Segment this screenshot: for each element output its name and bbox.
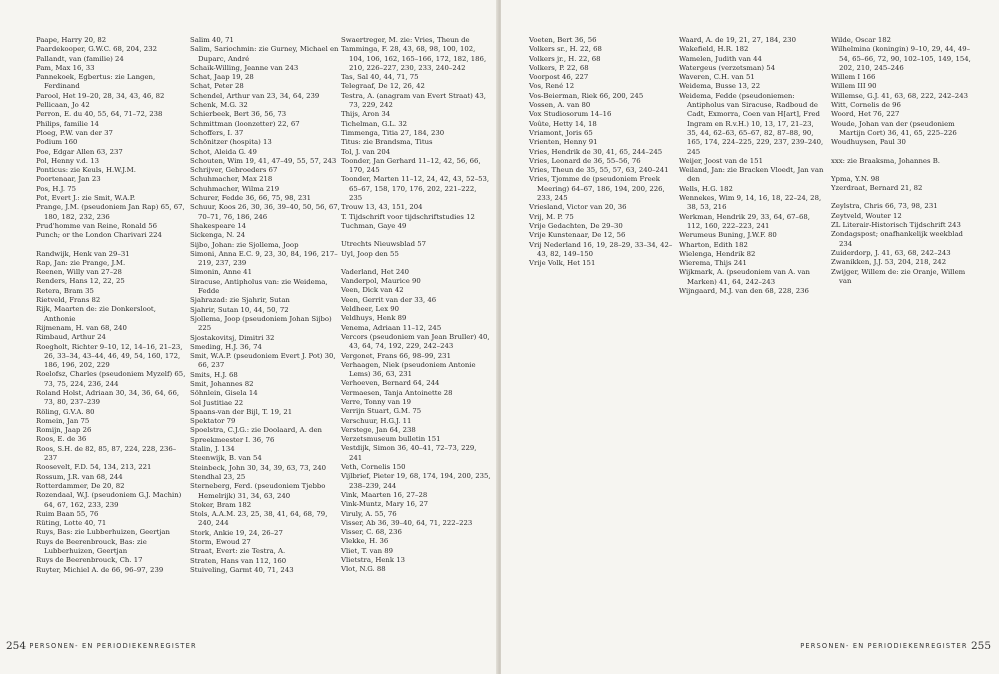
index-entry: Sterneberg, Ferd. (pseudoniem Tjebbo Hemelrijk) 31, 34, 63, 240 [190,482,326,500]
index-entry: Visser, Ab 36, 39–40, 64, 71, 222–223 [341,518,473,527]
right-page [501,0,999,674]
index-entry: Smit, Johannes 82 [190,379,254,388]
index-entry: Ruys, Bas: zie Lubberhuizen, Geertjan [36,528,170,537]
index-entry: Vries, Tjomme de (pseudoniem Freek Meering) 64–67, 186, 194, 200, 226, 233, 245 [529,175,665,203]
index-entry: Romijn, Jaap 26 [36,426,92,435]
index-entry: Rietveld, Frans 82 [36,296,101,305]
index-entry: Schat, Peter 28 [190,82,244,91]
index-entry: ZL Literair-Historisch Tijdschrift 243 [831,221,961,230]
index-entry: Stalin, J. 134 [190,445,235,454]
index-entry: Vrije Gedachten, De 29–30 [529,221,623,230]
index-entry: Voeten, Bert 36, 56 [529,36,597,44]
index-entry: Vliet, T. van 89 [341,546,393,555]
index-entry: Toonder, Marten 11–12, 24, 42, 43, 52–53, 65–67, 158, 170, 176, 202, 221–222, 235 [341,175,490,203]
index-entry: Schenk, M.G. 32 [190,101,248,110]
index-entry: Visser, C. 68, 236 [341,528,402,537]
index-entry: Roland Holst, Adriaan 30, 34, 36, 64, 66, 73, 80, 237–239 [36,388,180,407]
index-entry: Schouten, Wim 19, 41, 47–49, 55, 57, 243 [190,156,337,165]
index-entry: Spoelstra, C.J.G.: zie Doolaard, A. den [190,426,322,435]
index-entry: Vrienten, Henny 91 [529,138,598,147]
index-entry: Yzerdraat, Bernard 21, 82 [831,184,923,193]
index-entry: Parool, Het 19–20, 28, 34, 43, 46, 82 [36,91,165,100]
index-entry: Voorpost 46, 227 [529,73,589,82]
index-entry: Salim 40, 71 [190,36,234,44]
index-entry: Podium 160 [36,138,78,147]
index-entry: Trouw 13, 43, 151, 204 [341,203,423,212]
index-entry: Sijbo, Johan: zie Sjollema, Joop [190,240,299,249]
index-entry: Veldheer, Lex 90 [341,305,400,314]
index-column-3 [341,36,491,575]
index-entry: Poortenaar, Jan 23 [36,175,101,184]
index-entry: Simoni, Anna E.C. 9, 23, 30, 84, 196, 217–219, 237, 239 [190,249,338,268]
index-entry: Vries, Leonard de 36, 55–56, 76 [529,156,641,165]
index-entry: Tamminga, F. 28, 43, 68, 98, 100, 102, 104, 106, 162, 165–166, 172, 182, 186, 210, 226–227, 230, 233, 240–242 [341,45,487,72]
index-entry: Vijlbrief, Pieter 19, 68, 174, 194, 200, 235, 238–239, 244 [341,472,491,490]
index-entry: Röling, G.V.A. 80 [36,407,95,416]
index-entry: Timmenga, Titia 27, 184, 230 [341,128,445,137]
index-entry: Renders, Hans 12, 22, 25 [36,277,125,286]
index-entry: Wierema, Thijs 241 [679,259,747,268]
index-entry: Ruys de Beerenbrouck, Ch. 17 [36,556,143,565]
index-entry: Waard, A. de 19, 21, 27, 184, 230 [679,36,796,44]
index-entry: Ruys de Beerenbrouck, Bas: zie Lubberhuizen, Geertjan [36,537,147,556]
index-entry: Schaik-Willing, Jeanne van 243 [190,63,299,72]
index-entry: Schendel, Arthur van 23, 34, 64, 239 [190,91,320,100]
index-entry: Viruly, A. 55, 76 [341,509,397,518]
index-entry: Vlietstra, Henk 13 [341,556,405,565]
index-entry: Vox Studiosorum 14–16 [529,110,612,119]
index-entry: Wielenga, Hendrik 82 [679,249,756,258]
index-entry: Retera, Bram 35 [36,286,94,295]
index-entry: Smits, H.J. 68 [190,370,238,379]
index-entry: Pot, Evert J.: zie Smit, W.A.P. [36,194,136,203]
index-entry: Telegraaf, De 12, 26, 42 [341,82,425,91]
index-entry: Sickenga, N. 24 [190,231,246,240]
index-entry: Schurer, Fedde 36, 66, 75, 98, 231 [190,194,312,203]
index-entry: Perron, E. du 40, 55, 64, 71–72, 238 [36,110,163,119]
index-entry: Verhaagen, Niek (pseudoniem Antonie Lems) 36, 63, 231 [341,360,476,379]
running-title-right: PERSONEN- EN PERIODIEKENREGISTER [800,642,968,650]
index-entry: Smeding, H.J. 36, 74 [190,342,262,351]
running-title-left: PERSONEN- EN PERIODIEKENREGISTER [29,642,197,650]
index-entry: Reenen, Willy van 27–28 [36,268,122,277]
index-entry: Weijer, Joost van de 151 [679,156,763,165]
index-entry: Zeytveld, Wouter 12 [831,211,902,220]
index-entry: Schmittman (loonzetter) 22, 67 [190,119,300,128]
index-entry: Vries, Theun de 35, 55, 57, 63, 240–241 [529,166,669,175]
index-entry: Sjollema, Joop (pseudoniem Johan Sijbo) 225 [190,314,332,333]
index-entry: Vos-Beierman, Riek 66, 200, 245 [529,91,644,100]
index-entry: Storm, Ewoud 27 [190,538,251,547]
index-entry: Straat, Evert: zie Testra, A. [190,547,286,556]
index-entry: Vriesland, Victor van 20, 36 [529,203,627,212]
index-entry: Rijk, Maarten de: zie Donkersloot, Anthonie [36,305,156,323]
index-entry: Rotterdammer, De 20, 82 [36,481,125,490]
index-entry: Roelofsz, Charles (pseudoniem Myzelf) 65, 73, 75, 224, 236, 244 [36,370,186,388]
index-entry: Rimbaud, Arthur 24 [36,333,106,342]
index-entry: Sjahrir, Sutan 10, 44, 50, 72 [190,305,289,314]
index-entry: Tichelman, G.L. 32 [341,119,408,128]
index-entry: Roosevelt, F.D. 54, 134, 213, 221 [36,463,152,472]
index-entry: Weiland, Jan: zie Bracken Vloedt, Jan van den [679,166,824,184]
index-entry: Vlekke, H. 36 [341,537,389,546]
left-page-footer [6,640,197,652]
index-entry: Siracuse, Antipholus van: zie Weidema, Fedde [190,277,328,296]
index-entry: Poe, Edgar Allen 63, 237 [36,147,123,156]
index-entry: Stork, Ankie 19, 24, 26–27 [190,528,283,537]
index-entry: Wells, H.G. 182 [679,184,733,193]
index-entry: Steenwijk, B. van 54 [190,454,262,463]
index-entry: Pos, H.J. 75 [36,184,76,193]
index-entry: Veen, Dick van 42 [341,286,404,295]
index-entry: Verhoeven, Bernard 64, 244 [341,379,440,388]
index-entry: Volkers jr., H. 22, 68 [529,54,601,63]
index-entry: Simonin, Anne 41 [190,268,252,277]
index-entry: Tuchman, Gaye 49 [341,221,407,230]
index-entry: Weidema, Fedde (pseudoniemen: Antipholus van Siracuse, Radboud de Cadt, Exmorra, Coen van H[art], Fred Ingram en R.v.H.) 10, 13, 17, 21–23, 35, 44, 62–63, 65–67, 82, 87–88, 90, 165, 174, 224–225, 229, 237, 239–240, 245 [679,91,824,156]
index-entry: Pam, Max 16, 33 [36,63,95,72]
index-entry: Willemse, G.J. 41, 63, 68, 222, 242–243 [831,91,968,100]
index-entry: Werkman, Hendrik 29, 33, 64, 67–68, 112, 160, 222–223, 241 [679,212,810,230]
index-entry: Söhnlein, Gisela 14 [190,389,258,398]
index-entry: Roos, E. de 36 [36,435,87,444]
index-entry: Ruyter, Michiel A. de 66, 96–97, 239 [36,565,164,574]
index-entry: Weidema, Busse 13, 22 [679,82,761,91]
right-page-footer [800,640,991,652]
index-entry: Veldhuys, Henk 89 [341,314,407,323]
index-entry: Romein, Jan 75 [36,416,90,425]
index-entry: Testra, A. (anagram van Evert Straat) 43, 73, 229, 242 [341,91,486,110]
index-entry: Vrije Kunstenaar, De 12, 56 [529,231,626,240]
index-entry: Stols, A.A.M. 23, 25, 38, 41, 64, 68, 79, 240, 244 [190,510,328,528]
index-entry: Wennekes, Wim 9, 14, 16, 18, 22–24, 28, 38, 53, 216 [679,194,822,212]
index-entry: Schönitzer (hospita) 13 [190,138,272,147]
index-entry: Vrije Volk, Het 151 [529,259,596,268]
index-entry: Schuur, Koos 26, 30, 36, 39–40, 50, 56, 67, 70–71, 76, 186, 246 [190,203,340,221]
index-entry: Woude, Johan van der (pseudoniem Martijn Cort) 36, 41, 65, 225–226 [831,119,957,137]
index-entry: Philips, familie 14 [36,119,99,128]
index-entry: Rozendaal, W.J. (pseudoniem G.J. Machin) 64, 67, 162, 233, 239 [36,491,182,509]
page-number-right: 255 [970,640,991,652]
index-entry: Zondagspost; onafhankelijk weekblad 234 [831,230,963,248]
index-entry: Wamelen, Judith van 44 [679,54,762,63]
index-entry: Sjostakovitsj, Dimitri 32 [190,333,275,342]
index-entry: Voûte, Hetty 14, 18 [529,119,597,128]
index-entry: Salim, Sariochmin: zie Gurney, Michael en Duparc, André [190,45,339,63]
index-entry: Schuhmacher, Max 218 [190,175,273,184]
index-entry: Paardekooper, G.W.C. 68, 204, 232 [36,45,157,54]
index-entry: Schierbeek, Bert 36, 56, 73 [190,110,287,119]
index-entry: Ploeg, P.W. van der 37 [36,128,113,137]
index-entry: Pol, Henny v.d. 13 [36,156,99,165]
index-entry: Vos, René 12 [529,82,575,91]
index-entry: Paape, Harry 20, 82 [36,36,107,44]
index-entry: Rap, Jan: zie Prange, J.M. [36,258,126,267]
index-entry: Ypma, Y.N. 98 [831,174,880,183]
index-entry: Straten, Hans van 112, 160 [190,556,287,565]
index-entry: Punch; or the London Charivari 224 [36,231,162,240]
index-entry: Prange, J.M. (pseudoniem Jan Rap) 65, 67, 180, 182, 232, 236 [36,203,185,221]
index-entry: Sol Justitiae 22 [190,398,244,407]
index-entry: Roegholt, Richter 9–10, 12, 14–16, 21–23, 26, 33–34, 43–44, 46, 49, 54, 160, 172, 186, 196, 202, 229 [36,342,183,370]
index-entry: Zwijger, Willem de: zie Oranje, Willem van [831,267,966,285]
index-entry: Wakefield, H.R. 182 [679,45,749,54]
index-entry: Rossum, J.R. van 68, 244 [36,472,123,481]
index-entry: Spreekmeester I. 36, 76 [190,435,275,444]
index-entry: Uyl, Joop den 55 [341,249,399,258]
index-entry: Vink, Maarten 16, 27–28 [341,490,428,499]
index-entry: Thijs, Aron 34 [341,110,391,119]
index-entry: Vries, Hendrik de 30, 41, 65, 244–245 [529,147,663,156]
index-entry: Schrijver, Gebroeders 67 [190,166,278,175]
index-entry: Vercors (pseudoniem van Jean Bruller) 40, 43, 64, 74, 192, 229, 242–243 [341,332,490,351]
index-entry: Willem I 166 [831,73,876,82]
index-entry: Spaans-van der Bijl, T. 19, 21 [190,407,293,416]
index-entry: Venema, Adriaan 11–12, 245 [341,323,442,332]
index-entry: Schoffers, I. 37 [190,128,244,137]
index-entry: Pannekoek, Egbertus: zie Langen, Ferdinand [36,73,156,91]
index-entry: Veth, Cornelis 150 [341,463,406,472]
index-column-6 [831,36,971,286]
index-entry: Stoker, Bram 182 [190,500,252,509]
index-entry: Ruim Baan 55, 76 [36,509,99,518]
index-entry: Wijngaard, M.J. van den 68, 228, 236 [679,287,809,296]
index-entry: Titus: zie Brandsma, Titus [341,138,433,147]
index-entry: Werumeus Buning, J.W.F. 80 [679,231,777,240]
index-entry: Prud'homme van Reine, Ronald 56 [36,221,158,230]
index-entry: Schat, Jaap 19, 28 [190,73,254,82]
index-entry: Zwanikken, J.J. 53, 204, 218, 242 [831,258,947,267]
index-entry: Shakespeare 14 [190,221,246,230]
index-entry: Verzetsmuseum bulletin 151 [341,435,441,444]
index-entry: Rijmenam, H. van 68, 240 [36,323,127,332]
index-entry: Toonder, Jan Gerhard 11–12, 42, 56, 66, 170, 245 [341,156,481,175]
index-entry: Schuhmacher, Wilma 219 [190,184,280,193]
index-entry: Wilhelmina (koningin) 9–10, 29, 44, 49–54, 65–66, 72, 90, 102–105, 149, 154, 202, 210, 245–246 [831,45,971,72]
index-entry: Roos, S.H. de 82, 85, 87, 224, 228, 236–237 [36,444,177,463]
index-entry: Zuiderdorp, J. 41, 63, 68, 242–243 [831,248,951,257]
page-number-left: 254 [6,640,27,652]
index-entry: xxx: zie Braaksma, Johannes B. [831,156,940,165]
index-entry: Wharton, Edith 182 [679,240,748,249]
index-column-4 [529,36,677,268]
index-entry: Volkers sr., H. 22, 68 [529,45,602,54]
index-entry: Vink-Muntz, Mary 16, 27 [341,500,429,509]
index-entry: Volkers, P. 22, 68 [529,63,589,72]
index-entry: Verstege, Jan 64, 238 [341,425,416,434]
index-entry: Veen, Gerrit van der 33, 46 [341,295,437,304]
index-entry: Schot, Aleida G. 49 [190,147,257,156]
index-entry: Verrijn Stuart, G.M. 75 [341,407,422,416]
index-column-5 [679,36,825,296]
index-entry: Vrij Nederland 16, 19, 28–29, 33–34, 42–43, 82, 149–150 [529,240,673,258]
index-entry: Waveren, C.H. van 51 [679,73,755,82]
index-entry: T. Tijdschrift voor tijdschriftstudies 12 [341,212,475,221]
index-entry: Steinbeck, John 30, 34, 39, 63, 73, 240 [190,463,326,472]
index-entry: Zeylstra, Chris 66, 73, 98, 231 [831,202,938,211]
index-column-2 [190,36,340,575]
index-entry: Vanderpol, Maurice 90 [341,277,421,286]
index-entry: Vlot, N.G. 88 [341,565,386,574]
index-entry: Stendhal 23, 25 [190,472,246,481]
index-entry: Wijkmark, A. (pseudoniem van A. van Marken) 41, 64, 242–243 [679,268,810,286]
index-entry: Spektator 79 [190,417,236,426]
index-entry: Utrechts Nieuwsblad 57 [341,240,427,249]
index-entry: Vriamont, Joris 65 [529,128,593,137]
index-column-1 [36,36,186,575]
index-entry: Witt, Cornelis de 96 [831,101,901,110]
left-page [0,0,498,674]
index-entry: Tol, J. van 204 [341,147,391,156]
index-entry: Vrij, M. P. 75 [529,212,574,221]
index-entry: Wilde, Oscar 182 [831,36,892,44]
index-entry: Verre, Tonny van 19 [341,397,412,406]
index-entry: Swaertreger, M. zie: Vries, Theun de [341,36,470,44]
index-entry: Sjahrazad: zie Sjahrir, Sutan [190,296,290,305]
index-entry: Woudhuysen, Paul 30 [831,138,906,147]
index-entry: Randwijk, Henk van 29–31 [36,249,130,258]
index-entry: Pellicaan, Jo 42 [36,101,90,110]
index-entry: Vermaesen, Tanja Antoinette 28 [341,388,453,397]
index-entry: Woord, Het 76, 227 [831,110,900,119]
index-entry: Rüting, Lotte 40, 71 [36,519,107,528]
index-entry: Ponticus: zie Keuls, H.W.J.M. [36,166,136,175]
index-entry: Verschuur, H.G.J. 11 [341,416,412,425]
index-entry: Smit, W.A.P. (pseudoniem Evert J. Pot) 30, 66, 237 [190,352,336,370]
index-entry: Vergonet, Frans 66, 98–99, 231 [341,351,451,360]
index-entry: Vestdijk, Simon 36, 40–41, 72–73, 229, 241 [341,444,477,462]
index-entry: Stuiveling, Garmt 40, 71, 243 [190,565,294,574]
index-entry: Vossen, A. van 80 [529,101,591,110]
index-entry: Tas, Sal 40, 44, 71, 75 [341,73,419,82]
index-entry: Watergeus (verzetsman) 54 [679,63,776,72]
index-entry: Willem III 90 [831,82,877,91]
index-entry: Vaderland, Het 240 [341,267,409,276]
index-entry: Pallandt, van (familie) 24 [36,54,124,63]
